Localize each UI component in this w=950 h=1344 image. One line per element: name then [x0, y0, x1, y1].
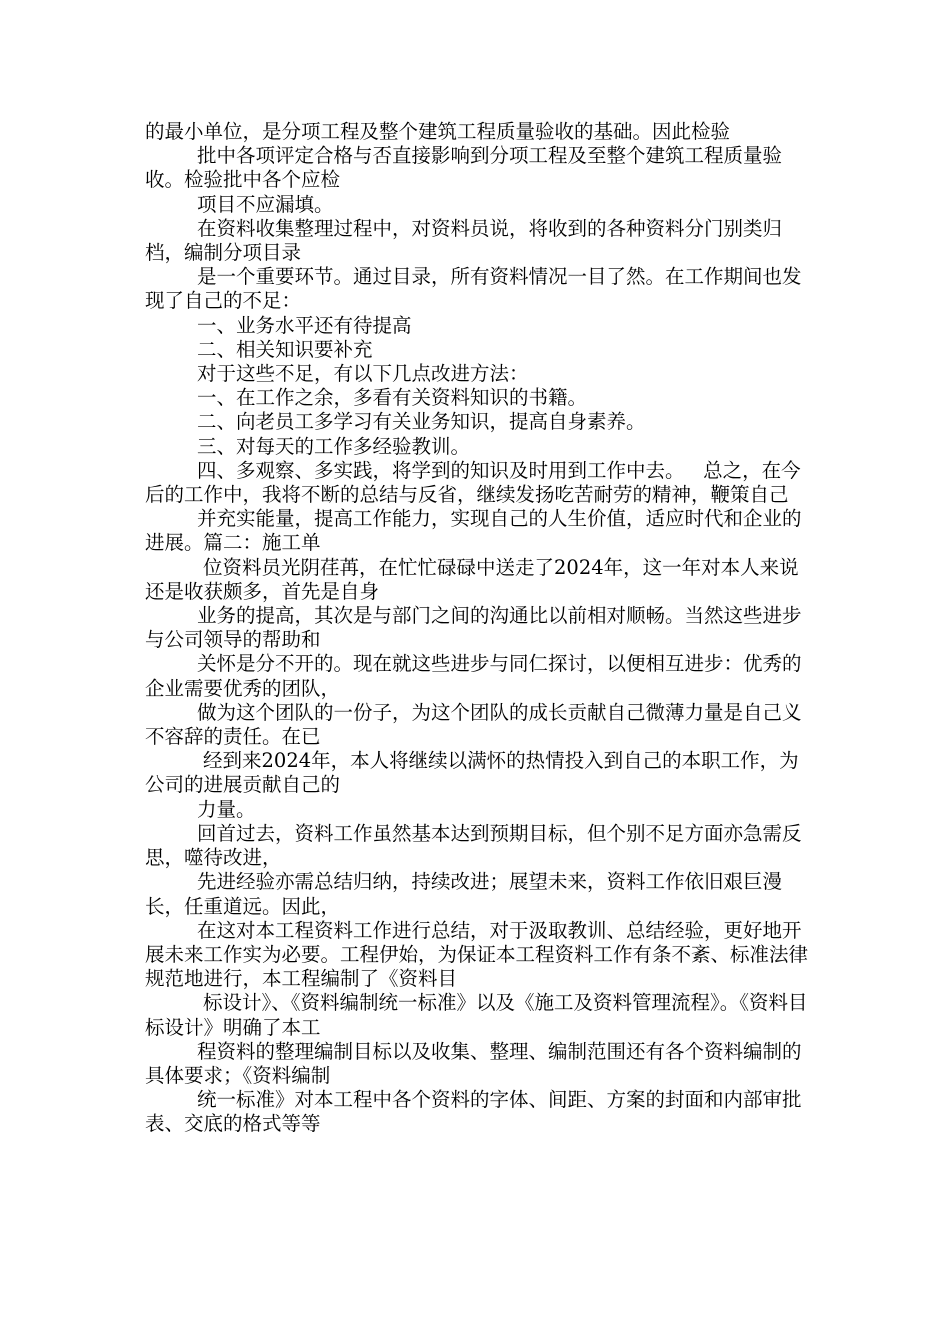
- list-item: 一、在工作之余，多看有关资料知识的书籍。: [197, 386, 588, 410]
- list-item: 二、向老员工多学习有关业务知识，提高自身素养。: [197, 410, 646, 434]
- list-item: 四、多观察、多实践，将学到的知识及时用到工作中去。 总之，在今后的工作中，我将不断的总结与反省，继续发扬吃苦耐劳的精神，鞭策自己: [145, 458, 801, 507]
- paragraph: 是一个重要环节。通过目录，所有资料情况一目了然。在工作期间也发现了自己的不足：: [145, 265, 802, 313]
- list-item: 二、相关知识要补充: [197, 337, 373, 361]
- paragraph: 在资料收集整理过程中，对资料员说，将收到的各种资料分门别类归档，编制分项目录: [145, 216, 783, 265]
- paragraph: 标设计》、《资料编制统一标准》以及《施工及资料管理流程》。《资料目标设计》明确了本工: [145, 991, 808, 1039]
- paragraph: 力量。: [197, 797, 256, 821]
- paragraph: 先进经验亦需总结归纳，持续改进；展望未来，资料工作依旧艰巨漫长，任重道远。因此，: [145, 870, 783, 918]
- paragraph: 关怀是分不开的。现在就这些进步与同仁探讨，以便相互进步：优秀的企业需要优秀的团队，: [145, 652, 802, 700]
- paragraph: 位资料员光阴荏苒，在忙忙碌碌中送走了2024年，这一年对本人来说还是收获颇多，首先是自身: [145, 555, 799, 603]
- paragraph: 项目不应漏填。: [197, 192, 334, 216]
- paragraph: 做为这个团队的一份子，为这个团队的成长贡献自己微薄力量是自己义不容辞的责任。在已: [145, 700, 802, 749]
- paragraph: 批中各项评定合格与否直接影响到分项工程及至整个建筑工程质量验收。检验批中各个应检: [145, 144, 783, 192]
- paragraph: 对于这些不足，有以下几点改进方法：: [197, 362, 529, 386]
- paragraph: 在这对本工程资料工作进行总结，对于汲取教训、总结经验，更好地开展未来工作实为必要。工程伊始，为保证本工程资料工作有条不紊、标准法律规范地进行，本工程编制了《资料目: [145, 918, 809, 991]
- body-text: [145, 120, 815, 1137]
- list-item: 一、业务水平还有待提高: [197, 313, 412, 337]
- paragraph: 业务的提高，其次是与部门之间的沟通比以前相对顺畅。当然这些进步与公司领导的帮助和: [145, 604, 802, 652]
- paragraph: 统一标准》对本工程中各个资料的字体、间距、方案的封面和内部审批表、交底的格式等等: [145, 1088, 802, 1136]
- paragraph: 并充实能量，提高工作能力，实现自己的人生价值，适应时代和企业的进展。篇二：施工单: [145, 507, 802, 555]
- paragraph: 的最小单位，是分项工程及整个建筑工程质量验收的基础。因此检验: [145, 120, 731, 143]
- paragraph: 回首过去，资料工作虽然基本达到预期目标，但个别不足方面亦急需反思，噬待改进，: [145, 821, 802, 870]
- paragraph: 程资料的整理编制目标以及收集、整理、编制范围还有各个资料编制的具体要求；《资料编制: [145, 1039, 802, 1087]
- paragraph: 经到来2024年，本人将继续以满怀的热情投入到自己的本职工作，为公司的进展贡献自己的: [145, 749, 799, 797]
- list-item: 三、对每天的工作多经验教训。: [197, 434, 471, 458]
